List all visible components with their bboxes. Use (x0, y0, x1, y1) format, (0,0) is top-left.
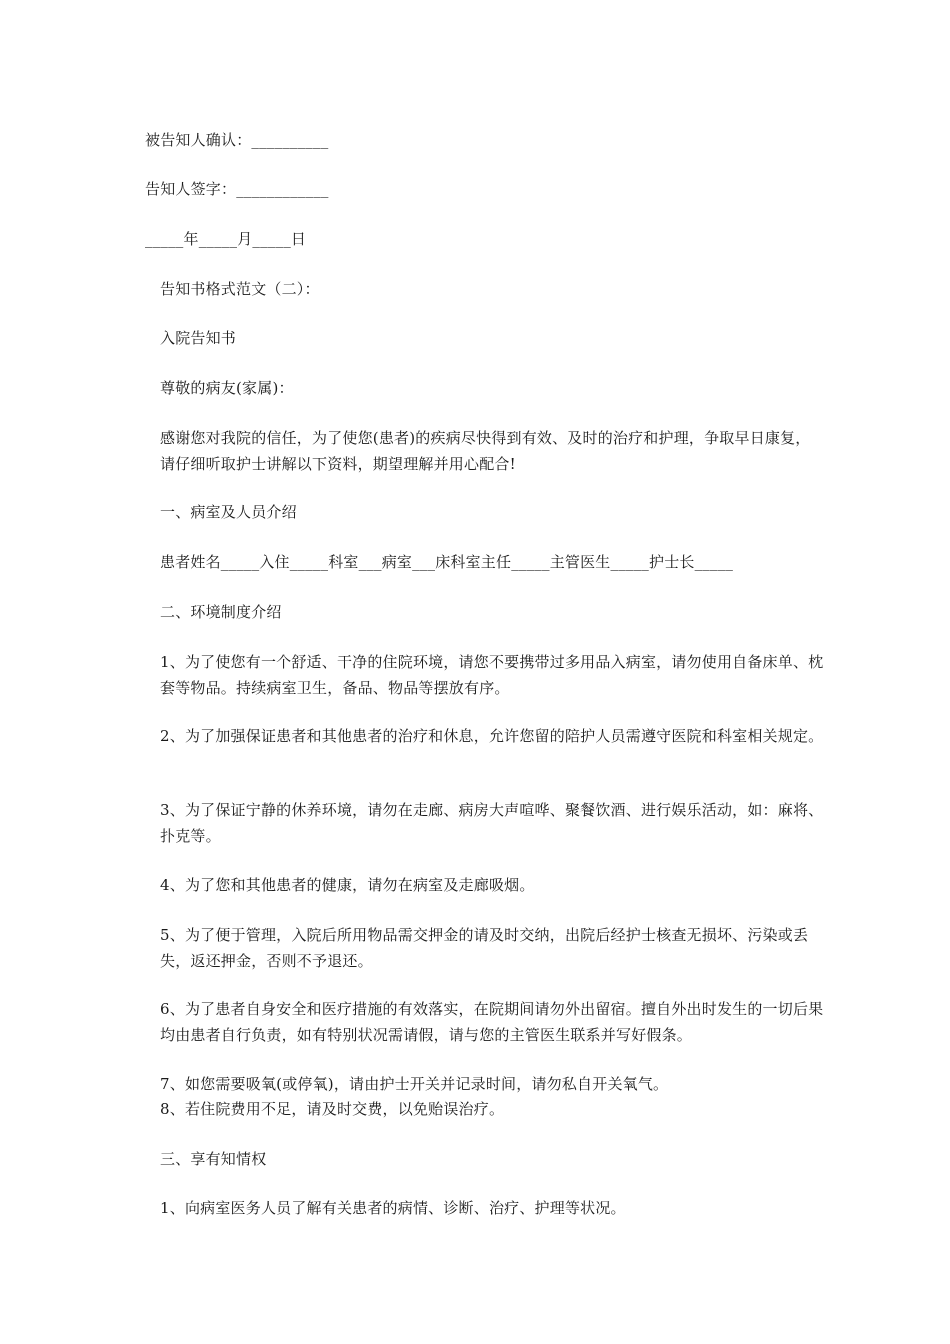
section-heading-template-two: 告知书格式范文（二）： (160, 280, 320, 298)
rule-item-6: 6、为了患者自身安全和医疗措施的有效落实，在院期间请勿外出留宿。擅自外出时发生的一切后果均由患者自行负责，如有特别状况需请假，请与您的主管医生联系并写好假条。 (160, 1000, 824, 1044)
rule-item-8: 8、若住院费用不足，请及时交费，以免贻误治疗。 (160, 1100, 505, 1118)
rule-item-3: 3、为了保证宁静的休养环境，请勿在走廊、病房大声喧哗、聚餐饮酒、进行娱乐活动，如：麻将、扑克等。 (160, 801, 824, 845)
salutation: 尊敬的病友(家属)： (160, 379, 294, 397)
date-line: _____年_____月_____日 (145, 230, 307, 248)
notifier-signature-line: 告知人签字：____________ (145, 180, 329, 198)
right-item-1: 1、向病室医务人员了解有关患者的病情、诊断、治疗、护理等状况。 (160, 1199, 626, 1217)
document-title: 入院告知书 (160, 329, 237, 347)
rule-item-7: 7、如您需要吸氧(或停氧)，请由护士开关并记录时间，请勿私自开关氧气。 (160, 1075, 669, 1093)
rule-item-5: 5、为了便于管理，入院后所用物品需交押金的请及时交纳，出院后经护士核查无损坏、污染或丢失，返还押金，否则不予退还。 (160, 926, 809, 970)
intro-paragraph: 感谢您对我院的信任，为了使您(患者)的疾病尽快得到有效、及时的治疗和护理，争取早日康复，请仔细听取护士讲解以下资料，期望理解并用心配合! (160, 429, 811, 473)
patient-info-fields: 患者姓名_____入住_____科室___病室___床科室主任_____主管医生_____护士长_____ (160, 553, 734, 571)
heading-environment-rules: 二、环境制度介绍 (160, 603, 282, 621)
recipient-confirm-line: 被告知人确认：__________ (145, 131, 329, 149)
rule-item-1: 1、为了使您有一个舒适、干净的住院环境，请您不要携带过多用品入病室，请勿使用自备床单、枕套等物品。持续病室卫生，备品、物品等摆放有序。 (160, 653, 824, 697)
heading-ward-staff-intro: 一、病室及人员介绍 (160, 503, 297, 521)
heading-right-to-know: 三、享有知情权 (160, 1150, 267, 1168)
rule-item-4: 4、为了您和其他患者的健康，请勿在病室及走廊吸烟。 (160, 876, 535, 894)
rule-item-2: 2、为了加强保证患者和其他患者的治疗和休息，允许您留的陪护人员需遵守医院和科室相关规定。 (160, 727, 824, 745)
